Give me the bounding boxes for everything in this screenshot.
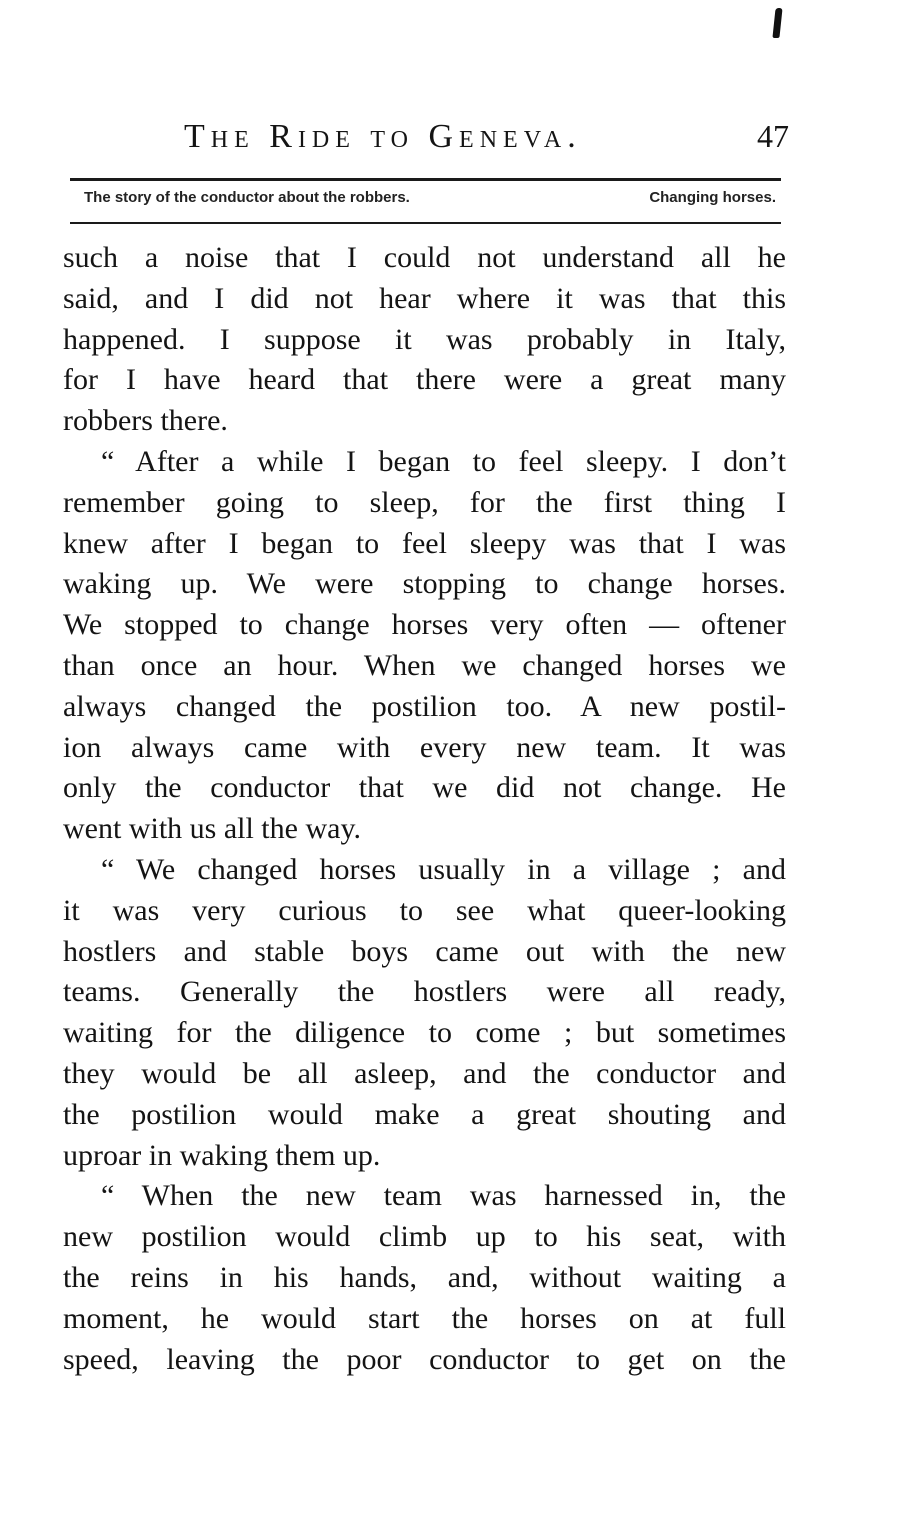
text-line: robbers there. <box>63 404 228 438</box>
body-text <box>63 238 786 1380</box>
text-line: new postilion would climb up to his seat, with <box>63 1220 786 1254</box>
text-line: it was very curious to see what queer-looking <box>63 893 786 927</box>
text-line: speed, leaving the poor conductor to get on the <box>63 1342 786 1376</box>
subhead-row <box>84 189 776 213</box>
text-line: happened. I suppose it was probably in Italy, <box>63 322 786 356</box>
text-line: for I have heard that there were a great many <box>63 363 786 397</box>
text-line: the reins in his hands, and, without waiting a <box>63 1260 786 1294</box>
subhead-left: The story of the conductor about the robbers. <box>84 189 410 206</box>
text-line: only the conductor that we did not change. He <box>63 771 786 805</box>
text-line: hostlers and stable boys came out with the new <box>63 934 786 968</box>
text-line: “ We changed horses usually in a village ; and <box>101 852 786 886</box>
text-line: the postilion would make a great shouting and <box>63 1097 786 1131</box>
running-title: The Ride to Geneva. <box>184 118 582 155</box>
text-line: “ When the new team was harnessed in, the <box>101 1179 786 1213</box>
text-line: went with us all the way. <box>63 812 361 846</box>
text-line: We stopped to change horses very often — oftener <box>63 608 786 642</box>
text-line: ion always came with every new team. It was <box>63 730 786 764</box>
text-line: “ After a while I began to feel sleepy. I don’t <box>101 444 786 478</box>
text-line: knew after I began to feel sleepy was that I was <box>63 526 786 560</box>
text-line: waiting for the diligence to come ; but sometimes <box>63 1016 786 1050</box>
text-line: always changed the postilion too. A new postil- <box>63 689 786 723</box>
running-head <box>64 118 791 162</box>
margin-ink-mark <box>772 8 782 38</box>
header-rule-bottom <box>70 222 781 224</box>
text-line: said, and I did not hear where it was that this <box>63 281 786 315</box>
page-number: 47 <box>757 118 789 154</box>
text-line: uproar in waking them up. <box>63 1138 381 1172</box>
text-line: remember going to sleep, for the first thing I <box>63 485 786 519</box>
header-rule-top <box>70 178 781 181</box>
text-line: such a noise that I could not understand all he <box>63 241 786 274</box>
text-line: they would be all asleep, and the conductor and <box>63 1056 786 1090</box>
text-line: moment, he would start the horses on at full <box>63 1301 786 1335</box>
text-line: than once an hour. When we changed horses we <box>63 648 786 682</box>
text-line: waking up. We were stopping to change horses. <box>63 567 786 601</box>
text-line: teams. Generally the hostlers were all ready, <box>63 975 786 1009</box>
subhead-right: Changing horses. <box>649 189 776 206</box>
